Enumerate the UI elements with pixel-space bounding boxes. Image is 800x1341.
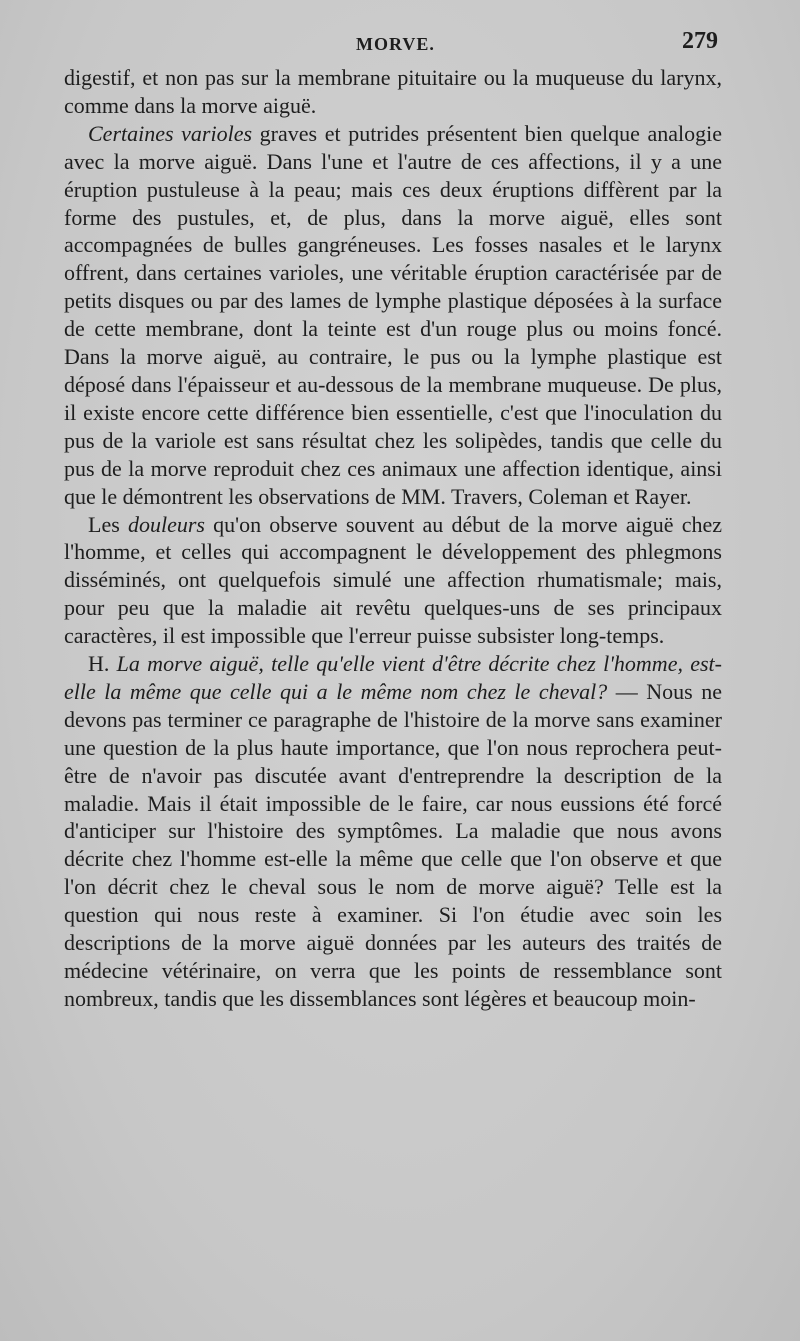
paragraph-pre: Les xyxy=(88,511,128,537)
paragraph-continuation: digestif, et non pas sur la membrane pituitaire ou la muqueuse du larynx, comme dans la morve aiguë. xyxy=(64,65,722,118)
italic-term: douleurs xyxy=(127,511,205,537)
running-title: MORVE. xyxy=(356,34,435,54)
paragraph-text: — Nous ne devons pas terminer ce paragraphe de l'histoire de la morve sans examiner une question de la plus haute importance, que l'on nous reprochera peut-être de n'avoir pas discutée avant d'entreprendre la description de la maladie. Mais il était impossible de le faire, car nous eussions été forcé d'anticiper sur l'histoire des symptômes. La maladie que nous avons décrite chez l'homme est-elle la même que celle que l'on observe et que l'on décrit chez le cheval sous le nom de morve aiguë? Telle est la question qui nous reste à examiner. Si l'on étudie avec soin les descriptions de la morve aiguë données par les auteurs des traités de médecine vétérinaire, on verra que les points de ressemblance sont nombreux, tandis que les dissemblances sont légères et beaucoup moin- xyxy=(64,678,723,1011)
section-question: La morve aiguë, telle qu'elle vient d'être décrite chez l'homme, est-elle la même que celle qui a le même nom chez le cheval? xyxy=(64,651,722,704)
paragraph-text: qu'on observe souvent au début de la morve aiguë chez l'homme, et celles qui accompagnent le développement des phlegmons disséminés, ont quelquefois simulé une affection rhumatismale; mais, pour peu que la maladie ait revêtu quelques-uns de ses principaux caractères, il est impossible que l'erreur puisse subsister long-temps. xyxy=(64,511,722,649)
paragraph-text: graves et putrides présentent bien quelque analogie avec la morve aiguë. Dans l'une et l'autre de ces affections, il y a une éruption pustuleuse à la peau; mais ces deux éruptions diffèrent par la forme des pustules, et, de plus, dans la morve aiguë, elles sont accompagnées de bulles gangréneuses. Les fosses nasales et le larynx offrent, dans certaines varioles, une véritable éruption caractérisée par de petits disques ou par des lames de lymphe plastique déposées à la surface de cette membrane, dont la teinte est d'un rouge plus ou moins foncé. Dans la morve aiguë, au contraire, le pus ou la lymphe plastique est déposé dans l'épaisseur et au-dessous de la membrane muqueuse. De plus, il existe encore cette différence bien essentielle, c'est que l'inoculation du pus de la variole est sans résultat chez les solipèdes, tandis que celle du pus de la morve reproduit chez ces animaux une affection identique, ainsi que le démontrent les observations de MM. Travers, Coleman et Rayer. xyxy=(64,120,722,509)
body-text xyxy=(64,64,722,1013)
paragraph-section-h xyxy=(64,650,722,1013)
page-number: 279 xyxy=(682,28,718,54)
section-mark: H. xyxy=(88,651,117,677)
running-head xyxy=(0,28,800,62)
paragraph-douleurs xyxy=(64,511,722,651)
paragraph-varioles xyxy=(64,120,722,511)
italic-lead: Certaines varioles xyxy=(88,120,253,146)
